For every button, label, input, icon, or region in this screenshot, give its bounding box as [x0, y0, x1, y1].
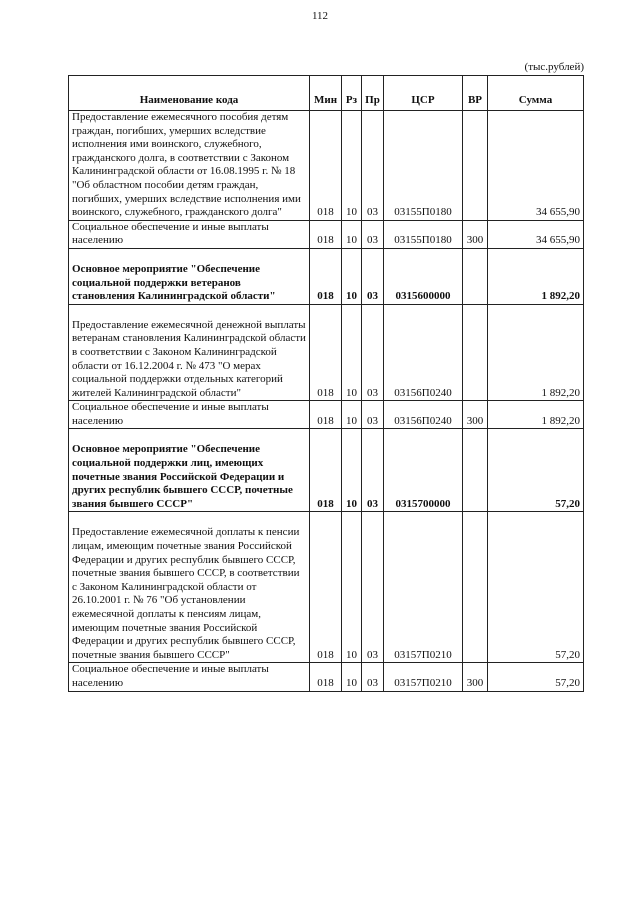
row-pr: 03: [362, 319, 384, 401]
header-sum: Сумма: [488, 76, 584, 111]
row-csr: 03156П0240: [384, 401, 463, 429]
row-sum: 57,20: [488, 443, 584, 511]
row-min: 018: [310, 263, 342, 304]
row-name: Основное мероприятие "Обеспечение социальной поддержки лиц, имеющих почетные звания Российской Федерации и других республик бывшего СССР, почетные звания бывшего СССР": [69, 443, 310, 511]
row-rz: 10: [342, 220, 362, 248]
table-spacer: [69, 304, 584, 319]
header-pr: Пр: [362, 76, 384, 111]
header-vr: ВР: [463, 76, 488, 111]
row-csr: 03156П0240: [384, 319, 463, 401]
budget-table: [68, 75, 584, 692]
row-vr: [463, 111, 488, 221]
row-name: Предоставление ежемесячного пособия детям граждан, погибших, умерших вследствие исполнения ими воинского, служебного, гражданского долга, в соответствии с Законом Калининградской области от 16.08.1995 г. № 18 "Об областном пособии детям граждан, погибших, умерших вследствие исполнения ими воинского, служебного, гражданского долга": [69, 111, 310, 221]
table-header-row: [69, 76, 584, 111]
row-sum: 57,20: [488, 663, 584, 691]
row-name: Предоставление ежемесячной денежной выплаты ветеранам становления Калининградской области в соответствии с Законом Калининградской области от 16.12.2004 г. № 473 "О мерах социальной поддержки отдельных категорий жителей Калининградской области": [69, 319, 310, 401]
row-pr: 03: [362, 526, 384, 662]
row-vr: [463, 526, 488, 662]
row-name: Предоставление ежемесячной доплаты к пенсии лицам, имеющим почетные звания Российской Федерации и других республик бывшего СССР, почетные звания бывшего СССР, в соответствии с Законом Калининградской области от 26.10.2001 г. № 76 "Об установлении ежемесячной доплаты к пенсиям лицам, имеющим почетные звания Российской Федерации и других республик бывшего СССР, почетные звания бывшего СССР": [69, 526, 310, 662]
table-spacer: [69, 248, 584, 263]
row-min: 018: [310, 111, 342, 221]
row-sum: 34 655,90: [488, 220, 584, 248]
header-name: Наименование кода: [69, 76, 310, 111]
row-vr: 300: [463, 401, 488, 429]
row-sum: 1 892,20: [488, 263, 584, 304]
row-vr: 300: [463, 220, 488, 248]
row-vr: [463, 443, 488, 511]
row-name: Социальное обеспечение и иные выплаты населению: [69, 220, 310, 248]
header-min: Мин: [310, 76, 342, 111]
row-name: Социальное обеспечение и иные выплаты населению: [69, 401, 310, 429]
row-min: 018: [310, 526, 342, 662]
row-csr: 03155П0180: [384, 111, 463, 221]
header-csr: ЦСР: [384, 76, 463, 111]
row-rz: 10: [342, 443, 362, 511]
row-csr: 03157П0210: [384, 663, 463, 691]
row-min: 018: [310, 220, 342, 248]
header-rz: Рз: [342, 76, 362, 111]
table-row: [69, 663, 584, 691]
row-min: 018: [310, 663, 342, 691]
row-pr: 03: [362, 220, 384, 248]
table-row: [69, 220, 584, 248]
row-vr: 300: [463, 663, 488, 691]
row-csr: 0315600000: [384, 263, 463, 304]
table-row: [69, 401, 584, 429]
row-vr: [463, 319, 488, 401]
row-min: 018: [310, 443, 342, 511]
table-spacer: [69, 429, 584, 444]
table-row: [69, 111, 584, 221]
row-vr: [463, 263, 488, 304]
page-number: 112: [311, 10, 329, 22]
row-rz: 10: [342, 111, 362, 221]
row-name: Основное мероприятие "Обеспечение социальной поддержки ветеранов становления Калининградской области": [69, 263, 310, 304]
row-rz: 10: [342, 319, 362, 401]
table-row: [69, 443, 584, 511]
table-row: [69, 319, 584, 401]
row-rz: 10: [342, 263, 362, 304]
row-csr: 03155П0180: [384, 220, 463, 248]
table-row: [69, 263, 584, 304]
row-sum: 57,20: [488, 526, 584, 662]
units-label: (тыс.рублей): [524, 61, 584, 73]
row-name: Социальное обеспечение и иные выплаты населению: [69, 663, 310, 691]
row-pr: 03: [362, 111, 384, 221]
row-rz: 10: [342, 663, 362, 691]
row-min: 018: [310, 401, 342, 429]
table-row: [69, 526, 584, 662]
row-csr: 03157П0210: [384, 526, 463, 662]
row-sum: 34 655,90: [488, 111, 584, 221]
row-pr: 03: [362, 443, 384, 511]
table-spacer: [69, 512, 584, 527]
row-rz: 10: [342, 401, 362, 429]
row-min: 018: [310, 319, 342, 401]
row-pr: 03: [362, 663, 384, 691]
row-rz: 10: [342, 526, 362, 662]
row-pr: 03: [362, 263, 384, 304]
row-sum: 1 892,20: [488, 401, 584, 429]
row-sum: 1 892,20: [488, 319, 584, 401]
row-pr: 03: [362, 401, 384, 429]
row-csr: 0315700000: [384, 443, 463, 511]
